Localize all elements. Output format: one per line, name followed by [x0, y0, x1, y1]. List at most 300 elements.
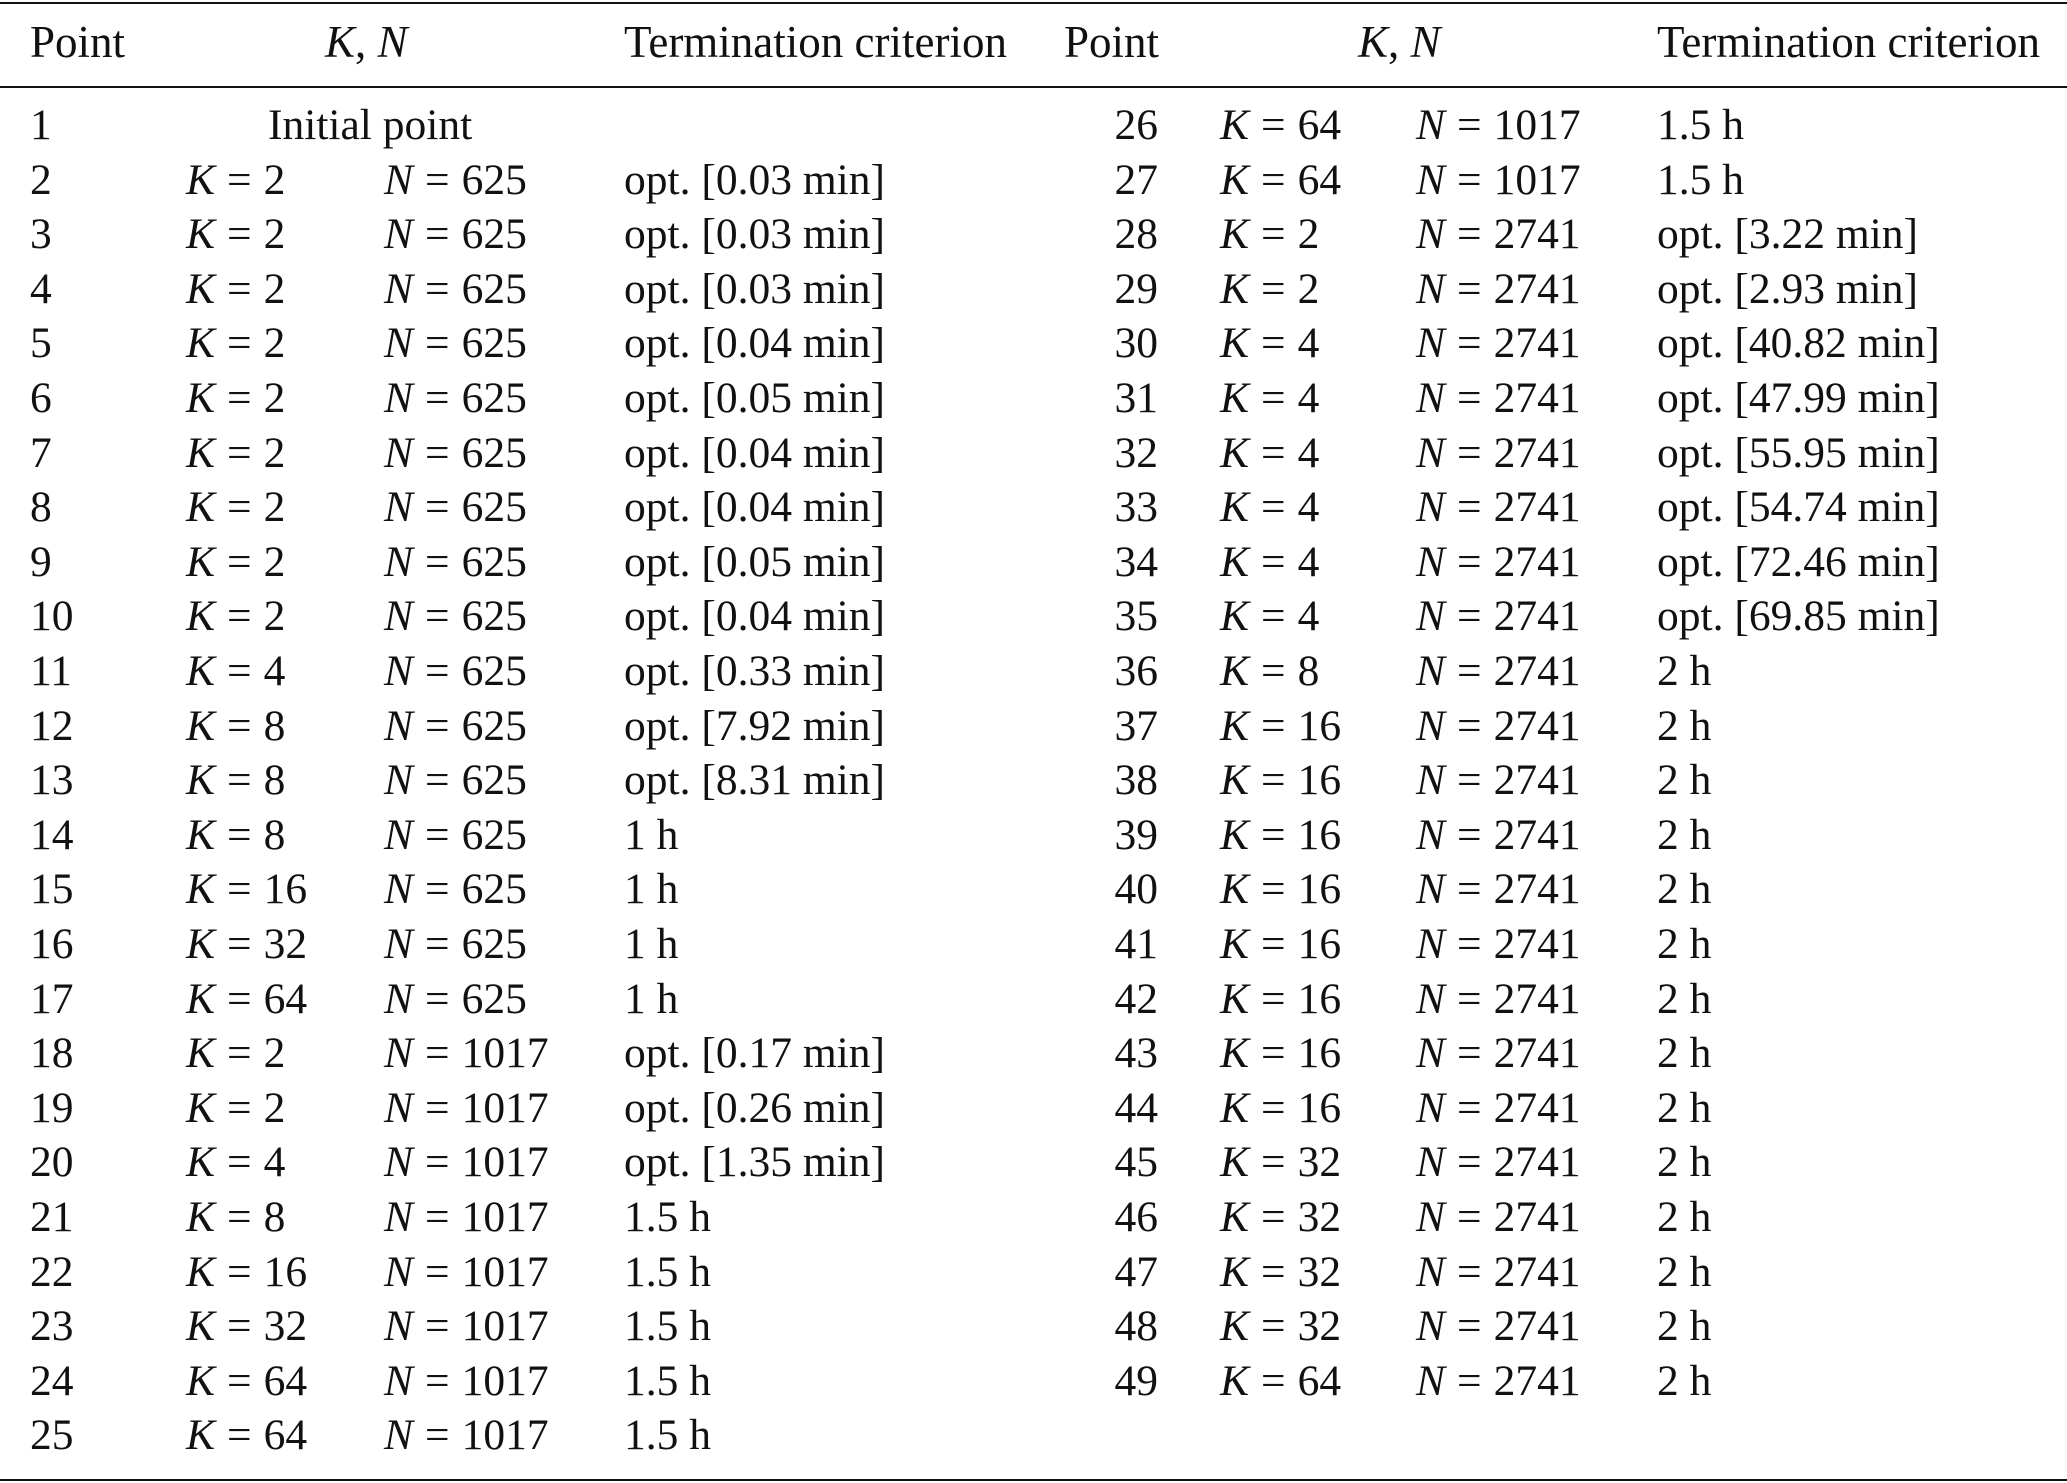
n-value-symbol: N — [384, 1411, 414, 1460]
k-value-value: 2 — [1297, 264, 1320, 313]
n-value-symbol: N — [1416, 592, 1446, 641]
k-value-value: 2 — [263, 592, 286, 641]
n-value — [1416, 207, 1581, 261]
k-value — [1220, 862, 1341, 916]
termination-criterion: opt. [0.03 min] — [624, 210, 885, 259]
n-value-symbol: N — [1416, 974, 1446, 1023]
k-value-symbol: K — [186, 264, 216, 313]
table-row — [0, 1245, 2067, 1299]
n-value-value: 625 — [461, 810, 527, 859]
k-value-value: 16 — [1297, 974, 1342, 1023]
k-value-symbol: K — [186, 319, 216, 368]
n-value — [1416, 316, 1581, 370]
n-value-equals: = — [1457, 319, 1482, 368]
termination-criterion: opt. [0.05 min] — [624, 537, 885, 586]
n-value-equals: = — [1457, 701, 1482, 750]
n-value-value: 625 — [461, 920, 527, 968]
n-value — [1416, 371, 1581, 425]
k-value-symbol: K — [186, 428, 216, 477]
termination-criterion: 2 h — [1657, 865, 1712, 914]
k-value-symbol: K — [186, 974, 216, 1023]
k-value-equals: = — [1261, 1083, 1286, 1132]
k-value-symbol: K — [186, 1193, 216, 1241]
table-row — [0, 535, 2067, 589]
k-value-value: 4 — [1297, 374, 1320, 422]
n-value-value: 1017 — [461, 1138, 549, 1187]
k-value-equals: = — [227, 483, 252, 532]
termination-criterion: opt. [0.04 min] — [624, 483, 885, 532]
k-value-symbol: K — [186, 1247, 216, 1296]
n-value-symbol: N — [1416, 483, 1446, 532]
n-value-equals: = — [1457, 647, 1482, 695]
n-value-equals: = — [1457, 101, 1482, 149]
n-value-equals: = — [425, 1193, 450, 1241]
n-value-value: 1017 — [461, 1083, 549, 1132]
k-value-equals: = — [1261, 537, 1286, 586]
k-value-symbol: K — [1220, 374, 1250, 422]
k-value — [1220, 1245, 1341, 1299]
k-value-value: 2 — [263, 264, 286, 313]
initial-point-label: Initial point — [268, 101, 473, 149]
n-value — [1416, 1354, 1581, 1408]
n-value-symbol: N — [1416, 1247, 1446, 1296]
n-value-equals: = — [1457, 865, 1482, 914]
k-value-symbol: K — [186, 756, 216, 805]
point-number: 5 — [30, 319, 52, 368]
point-number: 20 — [30, 1138, 74, 1187]
termination-criterion: 2 h — [1657, 701, 1712, 750]
table-bottom-rule — [0, 1479, 2067, 1481]
k-value-equals: = — [1261, 592, 1286, 641]
k-value-equals: = — [1261, 1029, 1286, 1078]
n-value — [1416, 426, 1581, 480]
n-value-equals: = — [425, 155, 450, 204]
n-value-value: 2741 — [1493, 1138, 1581, 1187]
k-value — [1220, 1190, 1341, 1244]
termination-criterion: opt. [55.95 min] — [1657, 428, 1940, 477]
n-value-equals: = — [425, 537, 450, 586]
n-value-value: 2741 — [1493, 1083, 1581, 1132]
k-value-equals: = — [227, 428, 252, 477]
k-value — [1220, 207, 1319, 261]
n-value-symbol: N — [384, 865, 414, 914]
k-value-symbol: K — [1220, 701, 1250, 750]
n-value-value: 625 — [461, 647, 527, 695]
n-value-symbol: N — [1416, 1302, 1446, 1351]
header-n-symbol: N — [377, 17, 408, 67]
header-point-left: Point — [30, 17, 126, 67]
n-value — [384, 1408, 549, 1462]
k-value-value: 2 — [263, 319, 286, 368]
table-row — [0, 917, 2067, 971]
k-value-symbol: K — [186, 1138, 216, 1187]
n-value-equals: = — [425, 1302, 450, 1351]
table-row — [0, 316, 2067, 370]
n-value-value: 625 — [461, 319, 527, 368]
point-number: 33 — [1114, 483, 1158, 532]
n-value-equals: = — [1457, 1247, 1482, 1296]
n-value-symbol: N — [384, 974, 414, 1023]
k-value-equals: = — [227, 1029, 252, 1078]
n-value-equals: = — [425, 974, 450, 1023]
point-number: 39 — [1114, 810, 1158, 859]
n-value — [1416, 535, 1581, 589]
table-row — [0, 644, 2067, 698]
termination-criterion: 2 h — [1657, 647, 1712, 695]
k-value-equals: = — [227, 756, 252, 805]
n-value — [1416, 862, 1581, 916]
table-row — [0, 1354, 2067, 1408]
n-value-value: 1017 — [461, 1247, 549, 1296]
point-number: 25 — [30, 1411, 74, 1460]
termination-criterion: opt. [0.05 min] — [624, 374, 885, 422]
n-value-value: 625 — [461, 210, 527, 259]
k-value-equals: = — [227, 1193, 252, 1241]
k-value-value: 16 — [263, 865, 308, 914]
n-value-symbol: N — [1416, 264, 1446, 313]
n-value — [1416, 589, 1581, 643]
n-value-symbol: N — [384, 428, 414, 477]
point-number: 16 — [30, 920, 74, 968]
k-value-equals: = — [227, 374, 252, 422]
k-value-equals: = — [1261, 1138, 1286, 1187]
termination-criterion: opt. [47.99 min] — [1657, 374, 1940, 422]
k-value — [1220, 1299, 1341, 1353]
n-value-value: 2741 — [1493, 1029, 1581, 1078]
termination-criterion: 2 h — [1657, 1029, 1712, 1078]
k-value — [1220, 917, 1341, 971]
k-value-equals: = — [227, 920, 252, 968]
n-value-equals: = — [425, 1356, 450, 1405]
termination-criterion: opt. [0.04 min] — [624, 592, 885, 641]
termination-criterion: 1 h — [624, 974, 679, 1023]
k-value-symbol: K — [1220, 483, 1250, 532]
k-value — [1220, 535, 1319, 589]
k-value-value: 4 — [263, 647, 286, 695]
termination-criterion: opt. [1.35 min] — [624, 1138, 885, 1187]
table-header-rule — [0, 86, 2067, 88]
k-value-equals: = — [1261, 155, 1286, 204]
n-value-equals: = — [425, 1138, 450, 1187]
k-value-symbol: K — [186, 1083, 216, 1132]
n-value — [1416, 1245, 1581, 1299]
k-value-equals: = — [227, 537, 252, 586]
point-number: 45 — [1114, 1138, 1158, 1187]
termination-criterion: 2 h — [1657, 1356, 1712, 1405]
k-value-equals: = — [227, 1302, 252, 1351]
k-value-equals: = — [1261, 647, 1286, 695]
n-value-symbol: N — [1416, 155, 1446, 204]
table-row — [0, 1026, 2067, 1080]
n-value-symbol: N — [384, 592, 414, 641]
k-value-value: 4 — [1297, 483, 1320, 532]
point-number: 43 — [1114, 1029, 1158, 1078]
k-value-value: 4 — [1297, 537, 1320, 586]
termination-criterion: 1 h — [624, 865, 679, 914]
point-number: 8 — [30, 483, 52, 532]
k-value-symbol: K — [1220, 1083, 1250, 1132]
n-value-value: 625 — [461, 537, 527, 586]
point-number: 24 — [30, 1356, 74, 1405]
k-value-value: 32 — [263, 920, 308, 968]
n-value-value: 625 — [461, 974, 527, 1023]
k-value-symbol: K — [186, 1029, 216, 1078]
n-value-symbol: N — [1416, 1083, 1446, 1132]
n-value — [1416, 753, 1581, 807]
n-value — [1416, 98, 1581, 152]
point-number: 42 — [1114, 974, 1158, 1023]
k-value-equals: = — [227, 865, 252, 914]
termination-criterion: 2 h — [1657, 1193, 1712, 1241]
termination-criterion: 2 h — [1657, 974, 1712, 1023]
n-value-symbol: N — [384, 155, 414, 204]
k-value-value: 8 — [1297, 647, 1320, 695]
header-termination-left: Termination criterion — [624, 17, 1007, 67]
termination-criterion: 1 h — [624, 920, 679, 968]
k-value — [1220, 262, 1319, 316]
k-value — [1220, 98, 1341, 152]
termination-criterion: opt. [0.04 min] — [624, 428, 885, 477]
table-row — [0, 1299, 2067, 1353]
k-value-equals: = — [1261, 264, 1286, 313]
point-number: 28 — [1114, 210, 1158, 259]
n-value-value: 2741 — [1493, 592, 1581, 641]
k-value-value: 2 — [263, 1029, 286, 1078]
n-value-value: 2741 — [1493, 865, 1581, 914]
k-value — [1220, 316, 1319, 370]
n-value-equals: = — [425, 810, 450, 859]
k-value-equals: = — [227, 1411, 252, 1460]
n-value-symbol: N — [1416, 1356, 1446, 1405]
k-value-equals: = — [1261, 756, 1286, 805]
n-value-equals: = — [1457, 1138, 1482, 1187]
k-value-equals: = — [227, 592, 252, 641]
k-value-value: 16 — [1297, 756, 1342, 805]
n-value-symbol: N — [1416, 1138, 1446, 1187]
point-number: 34 — [1114, 537, 1158, 586]
point-number: 1 — [30, 101, 52, 149]
point-number: 11 — [30, 647, 72, 695]
point-number: 2 — [30, 155, 52, 204]
termination-criterion: 1.5 h — [624, 1411, 711, 1460]
k-value-symbol: K — [1220, 592, 1250, 641]
n-value-value: 625 — [461, 701, 527, 750]
n-value — [1416, 1081, 1581, 1135]
k-value-equals: = — [227, 810, 252, 859]
k-value-equals: = — [1261, 101, 1286, 149]
k-value-symbol: K — [186, 537, 216, 586]
k-value-symbol: K — [1220, 1247, 1250, 1296]
header-k-symbol: K — [325, 17, 356, 67]
point-number: 14 — [30, 810, 74, 859]
k-value-value: 64 — [1297, 1356, 1342, 1405]
n-value-value: 2741 — [1493, 483, 1581, 532]
table-row — [0, 1408, 2067, 1462]
k-value-symbol: K — [1220, 865, 1250, 914]
n-value-equals: = — [1457, 1302, 1482, 1351]
point-number: 10 — [30, 592, 74, 641]
n-value — [1416, 644, 1581, 698]
k-value-value: 4 — [1297, 428, 1320, 477]
k-value-symbol: K — [1220, 319, 1250, 368]
table-row — [0, 699, 2067, 753]
n-value-symbol: N — [384, 1356, 414, 1405]
k-value-value: 32 — [1297, 1302, 1342, 1351]
k-value-value: 64 — [263, 974, 308, 1023]
n-value-equals: = — [425, 865, 450, 914]
termination-criterion: opt. [0.26 min] — [624, 1083, 885, 1132]
n-value-symbol: N — [384, 210, 414, 259]
k-value-value: 2 — [263, 1083, 286, 1132]
n-value-value: 2741 — [1493, 428, 1581, 477]
k-value-value: 32 — [1297, 1138, 1342, 1187]
table-row — [0, 1190, 2067, 1244]
n-value — [1416, 480, 1581, 534]
k-value-symbol: K — [186, 920, 216, 968]
point-number: 7 — [30, 428, 52, 477]
k-value — [1220, 753, 1341, 807]
k-value-value: 2 — [263, 155, 286, 204]
k-value-value: 32 — [1297, 1193, 1342, 1241]
n-value-equals: = — [1457, 810, 1482, 859]
point-number: 6 — [30, 374, 52, 422]
k-value — [1220, 589, 1319, 643]
n-value-equals: = — [1457, 483, 1482, 532]
k-value-symbol: K — [1220, 210, 1250, 259]
n-value-symbol: N — [1416, 210, 1446, 259]
termination-criterion: 2 h — [1657, 1138, 1712, 1187]
table-row — [0, 1135, 2067, 1189]
termination-criterion: opt. [0.03 min] — [624, 155, 885, 204]
point-number: 18 — [30, 1029, 74, 1078]
k-value-equals: = — [227, 210, 252, 259]
n-value-symbol: N — [384, 1302, 414, 1351]
k-value-value: 8 — [263, 810, 286, 859]
k-value-symbol: K — [1220, 264, 1250, 313]
k-value-symbol: K — [1220, 1138, 1250, 1187]
termination-criterion: 2 h — [1657, 1302, 1712, 1351]
k-value-value: 32 — [1297, 1247, 1342, 1296]
n-value-equals: = — [1457, 756, 1482, 805]
termination-criterion: opt. [8.31 min] — [624, 756, 885, 805]
termination-criterion: 1.5 h — [624, 1247, 711, 1296]
n-value-equals: = — [1457, 920, 1482, 968]
k-value-symbol: K — [1220, 101, 1250, 149]
k-value-symbol: K — [186, 1411, 216, 1460]
k-value-symbol: K — [1220, 920, 1250, 968]
termination-criterion: opt. [54.74 min] — [1657, 483, 1940, 532]
k-value-symbol: K — [186, 592, 216, 641]
n-value-symbol: N — [384, 483, 414, 532]
point-number: 22 — [30, 1247, 74, 1296]
n-value-equals: = — [1457, 210, 1482, 259]
k-value-equals: = — [227, 319, 252, 368]
n-value-symbol: N — [1416, 374, 1446, 422]
k-value-equals: = — [1261, 374, 1286, 422]
k-value-equals: = — [227, 155, 252, 204]
k-value-symbol: K — [1220, 1029, 1250, 1078]
k-value-value: 2 — [1297, 210, 1320, 259]
termination-criterion: 1.5 h — [624, 1302, 711, 1351]
k-value-equals: = — [1261, 701, 1286, 750]
termination-criterion: 2 h — [1657, 1083, 1712, 1132]
termination-criterion: opt. [3.22 min] — [1657, 210, 1918, 259]
k-value-symbol: K — [1220, 974, 1250, 1023]
point-number: 31 — [1114, 374, 1158, 422]
header-kn-separator: , — [355, 17, 378, 67]
k-value-equals: = — [1261, 1302, 1286, 1351]
termination-criterion: opt. [69.85 min] — [1657, 592, 1940, 641]
n-value-value: 625 — [461, 865, 527, 914]
n-value-value: 625 — [461, 483, 527, 532]
termination-criterion: 2 h — [1657, 1247, 1712, 1296]
n-value-symbol: N — [384, 1083, 414, 1132]
termination-criterion: 2 h — [1657, 810, 1712, 859]
point-number: 21 — [30, 1193, 74, 1241]
n-value-symbol: N — [1416, 647, 1446, 695]
n-value-equals: = — [1457, 537, 1482, 586]
k-value-value: 16 — [1297, 810, 1342, 859]
n-value-value: 1017 — [1493, 155, 1581, 204]
termination-criterion: opt. [0.04 min] — [624, 319, 885, 368]
point-number: 4 — [30, 264, 52, 313]
n-value-value: 625 — [461, 264, 527, 313]
k-value-value: 16 — [1297, 1083, 1342, 1132]
k-value-equals: = — [227, 264, 252, 313]
table-row — [0, 153, 2067, 207]
n-value-value: 1017 — [461, 1411, 549, 1460]
n-value-value: 2741 — [1493, 974, 1581, 1023]
n-value — [1416, 972, 1581, 1026]
point-number: 48 — [1114, 1302, 1158, 1351]
table-row — [0, 480, 2067, 534]
table-row — [0, 98, 2067, 152]
n-value-value: 2741 — [1493, 1193, 1581, 1241]
k-value-value: 4 — [1297, 592, 1320, 641]
termination-criterion: opt. [0.03 min] — [624, 264, 885, 313]
n-value-symbol: N — [1416, 810, 1446, 859]
table-row — [0, 426, 2067, 480]
k-value-symbol: K — [186, 1356, 216, 1405]
k-value — [1220, 808, 1341, 862]
header-kn-separator: , — [1388, 17, 1411, 67]
table-row — [0, 589, 2067, 643]
n-value-symbol: N — [384, 537, 414, 586]
point-number: 32 — [1114, 428, 1158, 477]
header-n-symbol: N — [1410, 17, 1441, 67]
header-point-right: Point — [1064, 17, 1160, 67]
n-value-symbol: N — [1416, 319, 1446, 368]
k-value-equals: = — [227, 1083, 252, 1132]
n-value-symbol: N — [1416, 1193, 1446, 1241]
k-value-value: 2 — [263, 374, 286, 422]
point-number: 27 — [1114, 155, 1158, 204]
n-value-value: 2741 — [1493, 756, 1581, 805]
k-value — [1220, 426, 1319, 480]
n-value-value: 2741 — [1493, 1356, 1581, 1405]
termination-criterion: 1 h — [624, 810, 679, 859]
k-value-equals: = — [1261, 319, 1286, 368]
k-value-symbol: K — [186, 210, 216, 259]
point-number: 46 — [1114, 1193, 1158, 1241]
n-value — [1416, 262, 1581, 316]
k-value-value: 64 — [1297, 101, 1342, 149]
point-number: 44 — [1114, 1083, 1158, 1132]
k-value-symbol: K — [186, 701, 216, 750]
n-value-symbol: N — [1416, 756, 1446, 805]
k-value-symbol: K — [1220, 537, 1250, 586]
k-value — [1220, 699, 1341, 753]
